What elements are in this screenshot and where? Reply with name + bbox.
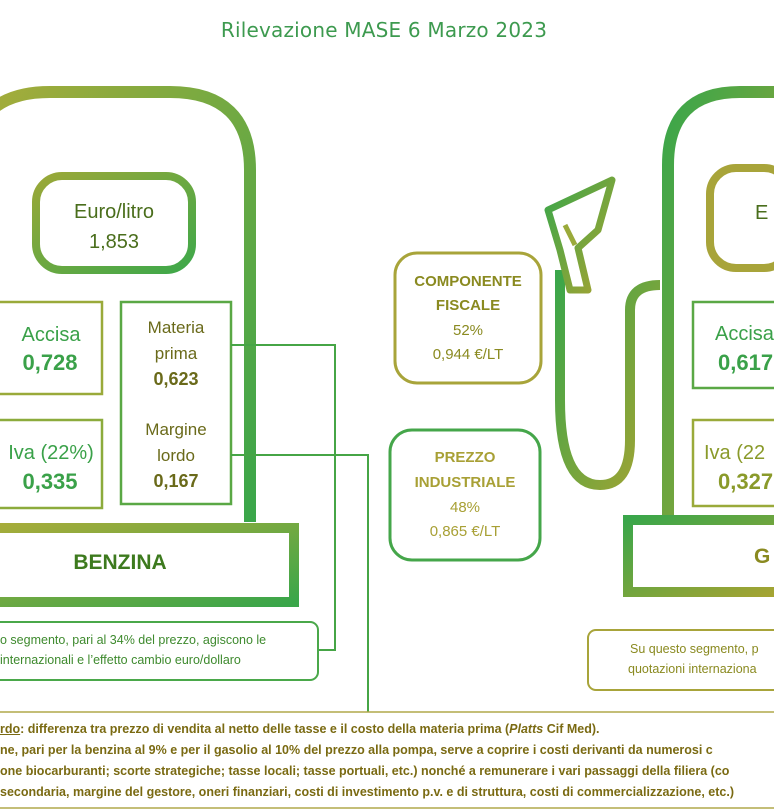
footer-line4: secondaria, margine del gestore, oneri finanziari, costi di investimento p.v. e di struttura, costi di commercializzazione, etc.) [0, 785, 734, 799]
fiscale-line1: COMPONENTE [414, 273, 522, 290]
gasolio-label: G [754, 545, 771, 568]
euro-litro-label: Euro/litro [73, 201, 155, 223]
footer-line3: one biocarburanti; scorte strategiche; tasse locali; tasse portuali, etc.) nonché a remunerare i vari passaggi della filiera (co [0, 764, 730, 778]
industriale-line1: PREZZO [434, 449, 496, 466]
iva-label: Iva (22%) [8, 442, 94, 464]
fiscale-pct: 52% [452, 322, 484, 339]
right-iva-value: 0,327 [718, 469, 774, 494]
footer-line2: ne, pari per la benzina al 9% e per il gasolio al 10% del prezzo alla pompa, serve a coprire i costi derivanti da numerosi c [0, 743, 713, 757]
benzina-label: BENZINA [73, 551, 167, 574]
left-note-line1: o segmento, pari al 34% del prezzo, agiscono le [0, 633, 267, 647]
euro-litro-value: 1,853 [88, 231, 140, 253]
margine-value: 0,167 [153, 471, 199, 491]
nozzle-hose [560, 270, 660, 485]
industriale-value: 0,865 €/LT [429, 523, 501, 540]
fiscale-value: 0,944 €/LT [432, 346, 504, 363]
footer-line1 [0, 722, 599, 736]
materia-label-1: Materia [147, 318, 205, 337]
footer-platts: Platts [509, 722, 544, 736]
accisa-value: 0,728 [22, 350, 78, 375]
accisa-label: Accisa [21, 324, 81, 346]
right-pump-base [628, 520, 774, 592]
right-accisa-label: Accisa [715, 323, 774, 345]
footer-term: rdo [0, 722, 21, 736]
margine-label-2: lordo [157, 446, 195, 465]
right-iva-label: Iva (22 [704, 442, 766, 464]
industriale-pct: 48% [449, 499, 481, 516]
footer-line1-text: : differenza tra prezzo di vendita al netto delle tasse e il costo della materia prima ( [20, 722, 510, 736]
materia-value: 0,623 [153, 369, 199, 389]
margine-label-1: Margine [145, 420, 207, 439]
footer-line1-end: Cif Med). [543, 722, 600, 736]
industriale-line2: INDUSTRIALE [414, 474, 516, 491]
accisa-box [0, 302, 102, 394]
left-note-line2: internazionali e l’effetto cambio euro/dollaro [0, 653, 241, 667]
iva-value: 0,335 [22, 469, 78, 494]
page-title: Rilevazione MASE 6 Marzo 2023 [220, 18, 548, 42]
right-note-line2: quotazioni internaziona [628, 662, 757, 676]
right-note-line1: Su questo segmento, p [630, 642, 759, 656]
right-accisa-value: 0,617 [718, 350, 774, 375]
fiscale-line2: FISCALE [435, 297, 501, 314]
right-euro-label: E [755, 202, 769, 224]
materia-label-2: prima [154, 344, 198, 363]
